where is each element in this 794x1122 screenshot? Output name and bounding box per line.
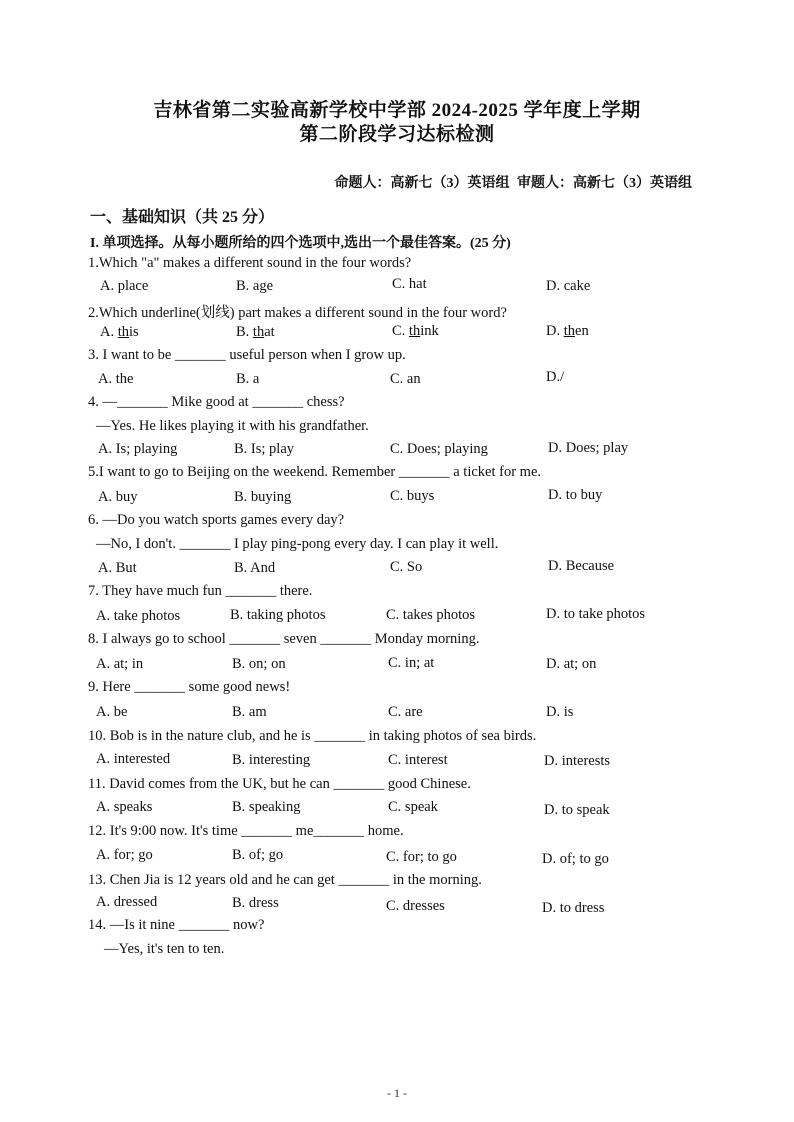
option-d: D. of; to go bbox=[542, 851, 609, 867]
option-d: D. to dress bbox=[542, 900, 605, 916]
option-c: C. Does; playing bbox=[390, 441, 488, 457]
option-c: C. are bbox=[388, 704, 423, 720]
question-stem: 12. It's 9:00 now. It's time _______ me_______ home. bbox=[88, 823, 404, 839]
option-c: C. dresses bbox=[386, 898, 445, 914]
option-a: A. interested bbox=[96, 751, 171, 767]
question-stem: 10. Bob is in the nature club, and he is _______ in taking photos of sea birds. bbox=[88, 728, 537, 744]
option-d: D. to take photos bbox=[546, 606, 646, 622]
question-stem: 3. I want to be _______ useful person when I grow up. bbox=[88, 347, 406, 363]
option-a: A. buy bbox=[98, 489, 138, 505]
option-c: C. So bbox=[390, 559, 423, 575]
question-reply: —Yes, it's ten to ten. bbox=[104, 941, 225, 957]
option-c: C. takes photos bbox=[386, 607, 476, 623]
option-b: B. dress bbox=[232, 895, 279, 911]
question-stem: 5.I want to go to Beijing on the weekend. Remember _______ a ticket for me. bbox=[88, 464, 542, 480]
option-d: D. to buy bbox=[548, 487, 603, 503]
option-a: A. dressed bbox=[96, 894, 158, 910]
option-c: C. hat bbox=[392, 276, 427, 292]
option-a: A. place bbox=[100, 278, 149, 294]
question-setter: 命题人：高新七（3）英语组 bbox=[334, 176, 510, 191]
option-d: D. interests bbox=[544, 753, 611, 769]
question-stem: 1.Which "a" makes a different sound in the four words? bbox=[88, 255, 412, 271]
option-b: B. on; on bbox=[232, 656, 286, 672]
option-d: D. is bbox=[546, 704, 574, 720]
question-stem: 4. —_______ Mike good at _______ chess? bbox=[88, 394, 345, 410]
option-c: C. interest bbox=[388, 752, 448, 768]
option-c: C. think bbox=[392, 323, 439, 339]
option-b: B. And bbox=[234, 560, 276, 576]
option-d: D. then bbox=[546, 323, 589, 339]
question-stem: 9. Here _______ some good news! bbox=[88, 679, 291, 695]
option-a: A. Is; playing bbox=[98, 441, 178, 457]
question-stem: 13. Chen Jia is 12 years old and he can get _______ in the morning. bbox=[88, 872, 482, 888]
option-d: D. Does; play bbox=[548, 440, 629, 456]
option-a: A. But bbox=[98, 560, 137, 576]
option-c: C. in; at bbox=[388, 655, 435, 671]
section-heading: 一、基础知识（共 25 分） bbox=[90, 209, 275, 226]
question-stem: 11. David comes from the UK, but he can _______ good Chinese. bbox=[88, 776, 471, 792]
option-b: B. a bbox=[236, 371, 260, 387]
option-b: B. taking photos bbox=[230, 607, 326, 623]
question-stem: 2.Which underline(划线) part makes a different sound in the four word? bbox=[88, 305, 507, 321]
option-d: D. cake bbox=[546, 278, 591, 294]
option-c: C. an bbox=[390, 371, 421, 387]
option-b: B. that bbox=[236, 324, 275, 340]
option-a: A. be bbox=[96, 704, 128, 720]
option-b: B. speaking bbox=[232, 799, 301, 815]
option-d: D. Because bbox=[548, 558, 615, 574]
option-b: B. Is; play bbox=[234, 441, 295, 457]
option-b: B. of; go bbox=[232, 847, 284, 863]
exam-subtitle: 第二阶段学习达标检测 bbox=[299, 124, 495, 145]
option-a: A. take photos bbox=[96, 608, 181, 624]
option-d: D. to speak bbox=[544, 802, 610, 818]
question-stem: 6. —Do you watch sports games every day? bbox=[88, 512, 345, 528]
option-d: D./ bbox=[546, 369, 565, 385]
option-b: B. age bbox=[236, 278, 274, 294]
authors-line bbox=[331, 172, 693, 192]
option-c: C. for; to go bbox=[386, 849, 457, 865]
option-d: D. at; on bbox=[546, 656, 597, 672]
question-reply: —No, I don't. _______ I play ping-pong every day. I can play it well. bbox=[96, 536, 499, 552]
section-instruction: I. 单项选择。从每小题所给的四个选项中,选出一个最佳答案。(25 分) bbox=[90, 236, 511, 251]
question-stem: 7. They have much fun _______ there. bbox=[88, 583, 313, 599]
option-b: B. am bbox=[232, 704, 267, 720]
option-a: A. this bbox=[100, 324, 139, 340]
exam-title: 吉林省第二实验高新学校中学部 2024-2025 学年度上学期 bbox=[153, 100, 641, 121]
question-stem: 8. I always go to school _______ seven _______ Monday morning. bbox=[88, 631, 480, 647]
option-c: C. buys bbox=[390, 488, 435, 504]
question-reply: —Yes. He likes playing it with his grandfather. bbox=[96, 418, 369, 434]
option-b: B. interesting bbox=[232, 752, 311, 768]
option-a: A. the bbox=[98, 371, 134, 387]
option-a: A. at; in bbox=[96, 656, 144, 672]
option-c: C. speak bbox=[388, 799, 438, 815]
option-a: A. speaks bbox=[96, 799, 153, 815]
question-stem: 14. —Is it nine _______ now? bbox=[88, 917, 265, 933]
page-number: - 1 - bbox=[387, 1086, 407, 1100]
option-b: B. buying bbox=[234, 489, 292, 505]
question-reviewer: 审题人：高新七（3）英语组 bbox=[517, 176, 692, 191]
option-a: A. for; go bbox=[96, 847, 153, 863]
